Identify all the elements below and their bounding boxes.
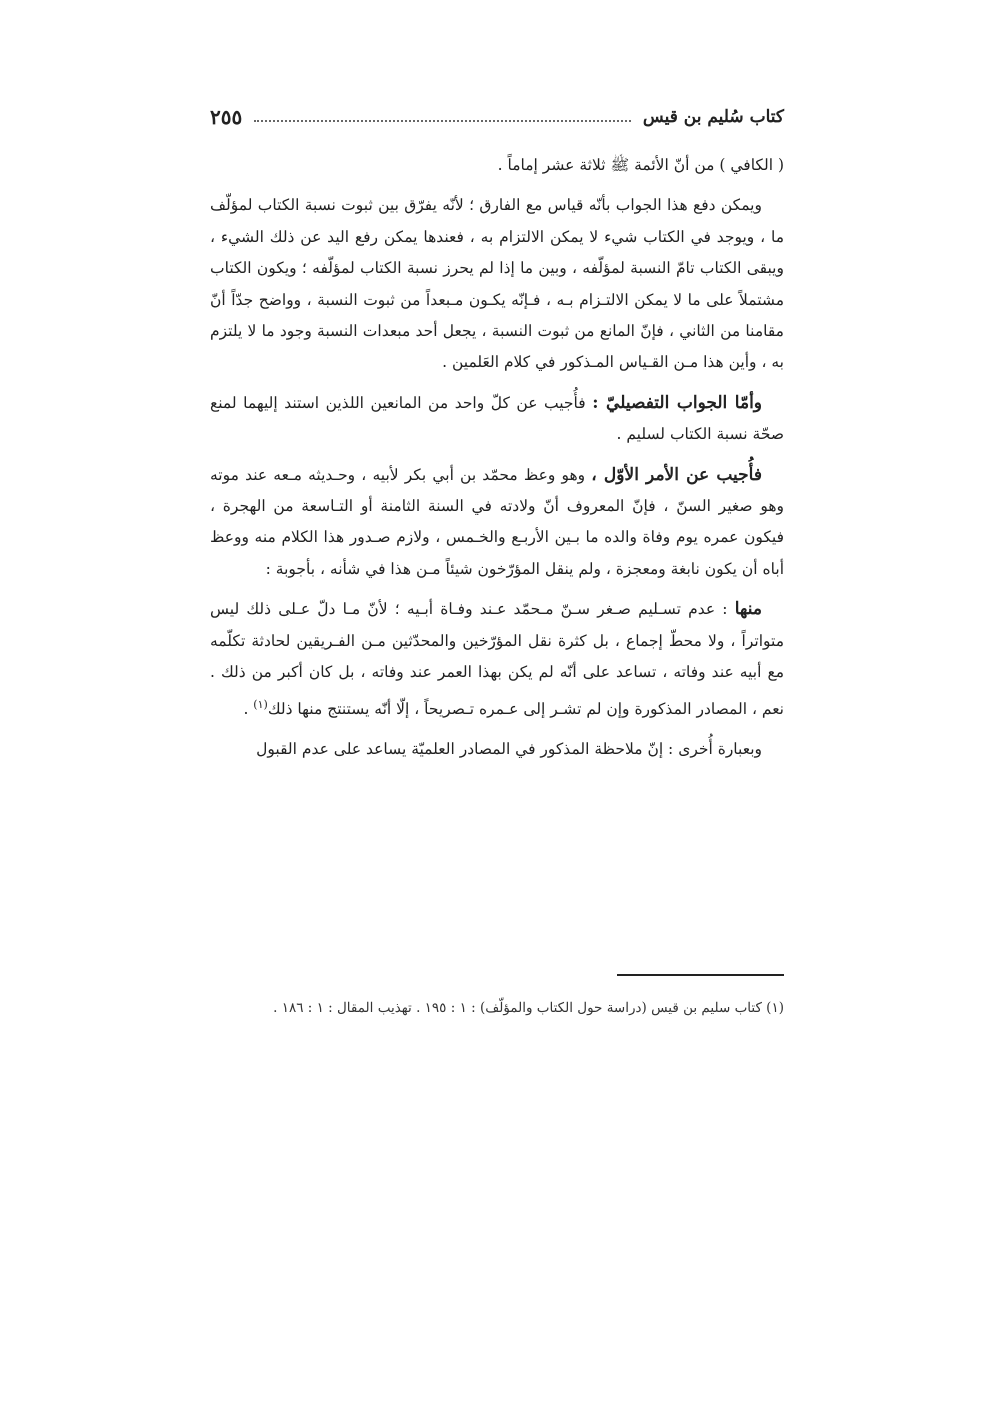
paragraph: وأمّا الجواب التفصيليّ : فأُجيب عن كلّ واحد من المانعين اللذين استند إليهما لمنع صحّة نسبة الكتاب لسليم . [210,392,784,444]
footnote-divider [617,974,784,976]
body-text [210,150,784,774]
footnote-reference[interactable]: (١) [253,697,268,711]
page-header [210,102,784,132]
page-number: ٢٥٥ [210,105,243,129]
paragraph: منها : عدم تسـليم صـغر سـنّ مـحمّد عـند وفـاة أبـيه ؛ لأنّ مـا دلّ عـلى ذلك ليس متواتراً ، ولا محطّ إجماع ، بل كثرة نقل المؤرّخين والمحدّثين مـن الفـريقين لحادثة تكلّمه مع أبيه عند وفاته ، تساعد على أنّه لم يكن بهذا العمر عند وفاته ، بل كان أكبر من ذلك . نعم ، المصادر المذكورة وإن لم تشـر إلى عـمره تـصريحاً ، إلّا أنّه يستنتج منها ذلك$^{(١)}$ . [210,599,784,718]
paragraph: فأُجيب عن الأمر الأوّل ، وهو وعظ محمّد بن أبي بكر لأبيه ، وحـديثه مـعه عند موته وهو صغير السنّ ، فإنّ المعروف أنّ ولادته في السنة الثامنة أو التـاسعة من الهجرة ، فيكون عمره يوم وفاة والده ما بـين الأربـع والخـمس ، ولازم صـدور هذا الكلام منه ووعظ أباه أن يكون نابغة ومعجزة ، ولم ينقل المؤرّخون شيئاً مـن هذا في شأنه ، بأجوبة : [210,464,784,578]
paragraph-lead: وأمّا الجواب التفصيليّ : [592,392,763,413]
running-title: كتاب سُليم بن قيس [642,107,784,127]
paragraph: ( الكافي ) من أنّ الأئمة ﷺ ثلاثة عشر إماماً . [497,156,784,174]
dotted-leader [254,120,631,122]
paragraph: وبعبارة أُخرى : إنّ ملاحظة المذكور في المصادر العلميّة يساعد على عدم القبول [256,740,762,759]
paragraph-lead: منها [734,599,762,620]
footnote: (١) كتاب سليم بن قيس (دراسة حول الكتاب والمؤلّف) : ١ : ١٩٥ . تهذيب المقال : ١ : ١٨٦ . [273,1000,784,1016]
paragraph: ويمكن دفع هذا الجواب بأنّه قياس مع الفارق ؛ لأنّه يفرّق بين ثبوت نسبة الكتاب لمؤلّف ما ، ويوجد في الكتاب شيء لا يمكن الالتزام به ، فعندها يمكن رفع اليد عن ذلك الشيء ، ويبقى الكتاب تامّ النسبة لمؤلّفه ، وبين ما إذا لم يحرز نسبة الكتاب لمؤلّفه ؛ ويكون الكتاب مشتملاً على ما لا يمكن الالتـزام بـه ، فـإنّه يكـون مـبعداً من ثبوت النسبة ، وواضح جدّاً أنّ مقامنا من الثاني ، فإنّ المانع من ثبوت النسبة ، يجعل أحد مبعدات النسبة وجود ما لا يلتزم به ، وأين هذا مـن القـياس المـذكور في كلام العَلمين . [210,196,784,372]
paragraph-lead: فأُجيب عن الأمر الأوّل ، [591,464,762,485]
